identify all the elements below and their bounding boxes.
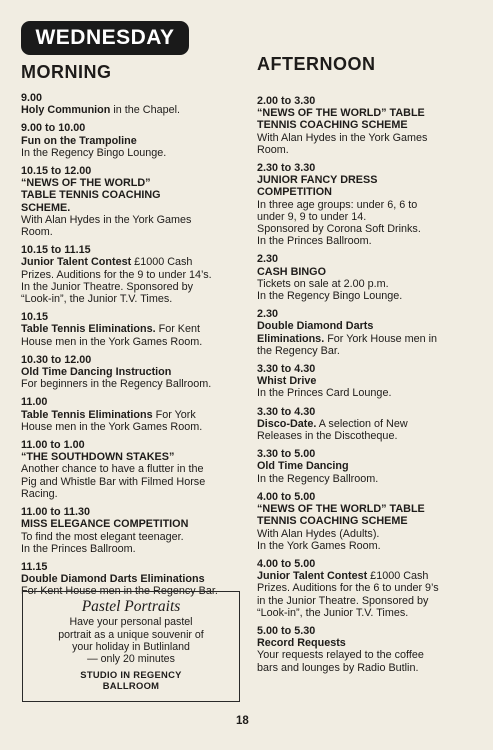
event-item (21, 165, 243, 238)
event-desc: In the Princes Ballroom. (21, 542, 136, 555)
event-title-line (257, 107, 485, 119)
afternoon-events (257, 95, 485, 680)
event-time: 4.00 to 5.00 (257, 557, 316, 570)
event-time: 9.00 (21, 92, 43, 104)
advert-studio-line: BALLROOM (102, 680, 160, 692)
event-title: TENNIS COACHING SCHEME (257, 119, 408, 132)
event-desc: In the Regency Bingo Lounge. (21, 146, 167, 159)
event-time: 10.15 to 11.15 (21, 244, 91, 257)
event-title-line (21, 189, 243, 201)
event-title: Junior Talent Contest (257, 570, 368, 583)
event-title-line (21, 104, 243, 116)
event-desc: the Regency Bar. (257, 344, 340, 357)
event-title-line (257, 174, 485, 186)
event-desc: Your requests relayed to the coffee (257, 649, 424, 662)
event-title-line (21, 323, 243, 335)
event-desc: “Look-in”, the Junior T.V. Times. (257, 606, 409, 619)
event-time: 9.00 to 10.00 (21, 122, 86, 135)
event-time: 3.30 to 4.30 (257, 405, 316, 418)
advert-title: Pastel Portraits (81, 598, 181, 615)
event-time: 4.00 to 5.00 (257, 490, 316, 503)
event-title-line (257, 266, 485, 278)
event-desc: Releases in the Discotheque. (257, 430, 398, 443)
event-title: Table Tennis Eliminations (21, 408, 153, 421)
event-desc: With Alan Hydes in the York Games (21, 213, 192, 226)
event-title: Double Diamond Darts Eliminations (21, 573, 205, 586)
event-desc: For Kent House men in the Regency Bar. (21, 585, 218, 598)
advert-line: Have your personal pastel (69, 616, 193, 629)
event-item (257, 625, 485, 674)
event-title: TENNIS COACHING SCHEME (257, 515, 408, 528)
event-time: 11.00 (21, 396, 48, 409)
event-desc: In the Princes Ballroom. (257, 235, 372, 248)
advert-line: portrait as a unique souvenir of (58, 628, 204, 641)
day-banner: WEDNESDAY (21, 21, 189, 55)
event-title: TABLE TENNIS COACHING (21, 189, 161, 202)
event-title: Old Time Dancing Instruction (21, 366, 172, 379)
event-title-line (21, 177, 243, 189)
event-time: 11.00 to 11.30 (21, 506, 91, 519)
event-title: “THE SOUTHDOWN STAKES” (21, 451, 175, 464)
event-desc: In the York Games Room. (257, 539, 381, 552)
event-item (257, 406, 485, 443)
event-desc: In the Regency Bingo Lounge. (257, 290, 403, 303)
event-desc: Racing. (21, 487, 58, 500)
event-title-line (257, 333, 485, 345)
event-title: CASH BINGO (257, 265, 326, 278)
event-title-line (257, 637, 485, 649)
event-desc: A selection of New (316, 417, 408, 430)
event-title: “NEWS OF THE WORLD” TABLE (257, 107, 425, 120)
event-title: Junior Talent Contest (21, 256, 132, 269)
event-title: Holy Communion (21, 104, 111, 117)
event-desc: For beginners in the Regency Ballroom. (21, 378, 212, 391)
event-title: COMPETITION (257, 186, 332, 199)
event-title: Eliminations. (257, 332, 325, 345)
event-item (257, 491, 485, 552)
morning-heading: MORNING (21, 62, 112, 82)
event-title: “NEWS OF THE WORLD” TABLE (257, 503, 425, 516)
event-desc: “Look-in”, the Junior T.V. Times. (21, 293, 173, 306)
event-title-line (257, 418, 485, 430)
event-time: 10.15 (21, 311, 49, 324)
event-title: Disco-Date. (257, 417, 317, 430)
event-title: Table Tennis Eliminations. (21, 323, 156, 336)
event-title-line (257, 570, 485, 582)
event-title: Fun on the Trampoline (21, 134, 137, 147)
event-time: 10.15 to 12.00 (21, 165, 92, 178)
event-desc: Prizes. Auditions for the 9 to under 14’s. (21, 268, 212, 281)
event-desc: Tickets on sale at 2.00 p.m. (257, 277, 389, 290)
event-time: 2.00 to 3.30 (257, 95, 316, 107)
pastel-portraits-advert (22, 591, 240, 702)
event-desc: For York (152, 408, 196, 421)
event-item (21, 244, 243, 305)
event-item (21, 354, 243, 391)
event-title-line (257, 320, 485, 332)
page-number: 18 (236, 715, 249, 727)
event-time: 5.00 to 5.30 (257, 624, 316, 637)
event-time: 3.30 to 5.00 (257, 448, 316, 461)
event-time: 2.30 (257, 253, 279, 266)
event-desc: Prizes. Auditions for the 6 to under 9’s (257, 582, 439, 595)
event-title-line (21, 256, 243, 268)
event-desc: With Alan Hydes in the York Games (257, 131, 428, 144)
afternoon-heading: AFTERNOON (257, 54, 376, 74)
event-desc: Pig and Whistle Bar with Filmed Horse (21, 475, 206, 488)
event-title: SCHEME. (21, 201, 71, 214)
event-time: 2.30 (257, 308, 279, 321)
advert-line: — only 20 minutes (87, 653, 175, 666)
event-item (21, 122, 243, 159)
event-time: 11.15 (21, 560, 48, 573)
event-desc: House men in the York Games Room. (21, 335, 203, 348)
event-desc: in the Chapel. (110, 104, 181, 117)
event-desc: In three age groups: under 6, 6 to (257, 198, 418, 211)
event-desc: under 9, 9 to under 14. (257, 210, 367, 223)
event-title: Double Diamond Darts (257, 320, 374, 333)
event-title-line (21, 451, 243, 463)
event-title-line (257, 375, 485, 387)
event-title-line (21, 573, 243, 585)
event-desc: House men in the York Games Room. (21, 420, 203, 433)
event-desc: In the Junior Theatre. Sponsored by (21, 280, 194, 293)
event-item (257, 363, 485, 400)
event-item (257, 558, 485, 619)
event-title: Whist Drive (257, 375, 317, 388)
event-desc: In the Princes Card Lounge. (257, 387, 392, 400)
event-title: JUNIOR FANCY DRESS (257, 174, 378, 187)
event-item (257, 162, 485, 247)
event-item (257, 448, 485, 485)
event-item (21, 92, 243, 116)
advert-line: your holiday in Butlinland (72, 640, 190, 653)
event-item (21, 439, 243, 500)
event-title: “NEWS OF THE WORLD” (21, 177, 151, 190)
event-desc: Another chance to have a flutter in the (21, 463, 204, 476)
event-item (257, 308, 485, 357)
advert-studio (23, 669, 239, 691)
event-desc: £1000 Cash (131, 256, 193, 269)
event-time: 10.30 to 12.00 (21, 353, 92, 366)
event-desc: For York House men in (324, 332, 438, 345)
event-title-line (21, 202, 243, 214)
event-desc: With Alan Hydes (Adults). (257, 527, 380, 540)
event-title: MISS ELEGANCE COMPETITION (21, 518, 189, 531)
event-time: 2.30 to 3.30 (257, 162, 316, 175)
event-title: Old Time Dancing (257, 460, 349, 473)
event-title-line (257, 119, 485, 131)
event-item (21, 311, 243, 348)
event-desc: £1000 Cash (367, 570, 429, 583)
advert-studio-line: STUDIO IN REGENCY (80, 669, 182, 681)
event-title-line (257, 186, 485, 198)
event-time: 11.00 to 1.00 (21, 439, 85, 452)
event-item (21, 506, 243, 555)
event-desc: To find the most elegant teenager. (21, 530, 184, 543)
event-title-line (21, 409, 243, 421)
event-title-line (21, 366, 243, 378)
event-title-line (257, 460, 485, 472)
event-item (257, 253, 485, 302)
event-desc: bars and lounges by Radio Butlin. (257, 661, 419, 674)
event-item (21, 396, 243, 433)
event-desc: For Kent (155, 323, 200, 336)
morning-events (21, 92, 243, 604)
event-desc: Room. (257, 143, 289, 156)
event-item (257, 95, 485, 156)
event-time: 3.30 to 4.30 (257, 363, 316, 376)
event-desc: In the Regency Ballroom. (257, 472, 379, 485)
event-desc: in the Junior Theatre. Sponsored by (257, 594, 429, 607)
event-title: Record Requests (257, 637, 346, 650)
event-desc: Room. (21, 226, 53, 239)
event-title-line (257, 503, 485, 515)
event-title-line (257, 515, 485, 527)
event-title-line (21, 518, 243, 530)
event-title-line (21, 135, 243, 147)
event-desc: Sponsored by Corona Soft Drinks. (257, 223, 421, 236)
